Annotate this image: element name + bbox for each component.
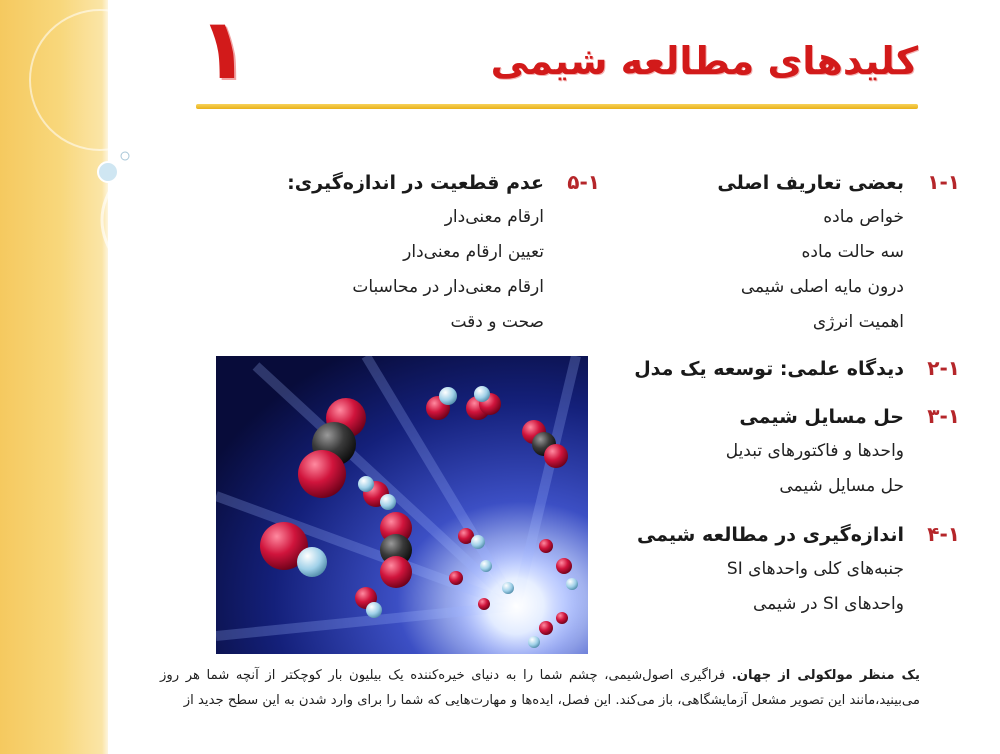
section-number: ۱-۱ (927, 170, 960, 194)
list-item: ارقام معنی‌دار (444, 207, 544, 227)
section-title: عدم قطعیت در اندازه‌گیری: (287, 172, 544, 194)
list-item: درون مایه اصلی شیمی (740, 277, 904, 297)
section-number: ۳-۱ (927, 404, 960, 428)
section-number: ۵-۱ (567, 170, 600, 194)
section-1-1 (717, 170, 960, 340)
section-3-1 (726, 404, 960, 504)
section-number: ۲-۱ (927, 356, 960, 380)
list-item: تعیین ارقام معنی‌دار (403, 242, 544, 262)
list-item: اهمیت انرژی (812, 312, 904, 332)
figure-caption (160, 663, 920, 713)
list-item: ارقام معنی‌دار در محاسبات (352, 277, 544, 297)
section-title: حل مسایل شیمی (739, 406, 904, 428)
list-item: خواص ماده (823, 207, 904, 227)
section-5-1 (287, 170, 600, 340)
molecule-illustration-icon (216, 356, 588, 654)
decor-circles-icon (0, 0, 200, 300)
section-2-1 (634, 356, 960, 380)
subsection-list (637, 552, 960, 622)
chapter-number: ۱ (198, 0, 250, 98)
list-item: جنبه‌های کلی واحدهای SI (726, 559, 904, 579)
section-number: ۴-۱ (927, 522, 960, 546)
caption-text: فراگیری اصول‌شیمی، چشم شما را به دنیای خیره‌کننده یک بیلیون بار کوچکتر از آنچه شما هر روز می‌بینید،مانند این تصویر مشعل آزمایشگاهی، باز می‌کند. این فصل، ایده‌ها و مهارت‌هایی که شما را برای وارد شدن به این سطح جدید از (160, 668, 920, 708)
list-item: سه حالت ماده (801, 242, 904, 262)
section-4-1 (637, 522, 960, 622)
list-item: حل مسایل شیمی (779, 476, 904, 496)
subsection-list (287, 200, 600, 340)
list-item: واحدها و فاکتورهای تبدیل (725, 441, 904, 461)
list-item: صحت و دقت (450, 312, 544, 332)
subsection-list (717, 200, 960, 340)
section-title: بعضی تعاریف اصلی (717, 172, 904, 194)
section-title: اندازه‌گیری در مطالعه شیمی (636, 524, 904, 546)
title-rule (196, 104, 918, 109)
section-title: دیدگاه علمی: توسعه یک مدل (634, 358, 904, 380)
caption-lead: یک منظر مولکولی از جهان. (731, 668, 920, 683)
list-item: واحدهای SI در شیمی (752, 594, 904, 614)
subsection-list (726, 434, 960, 504)
molecule-illustration (216, 356, 588, 654)
chapter-title: کلیدهای مطالعه شیمی (490, 39, 918, 83)
